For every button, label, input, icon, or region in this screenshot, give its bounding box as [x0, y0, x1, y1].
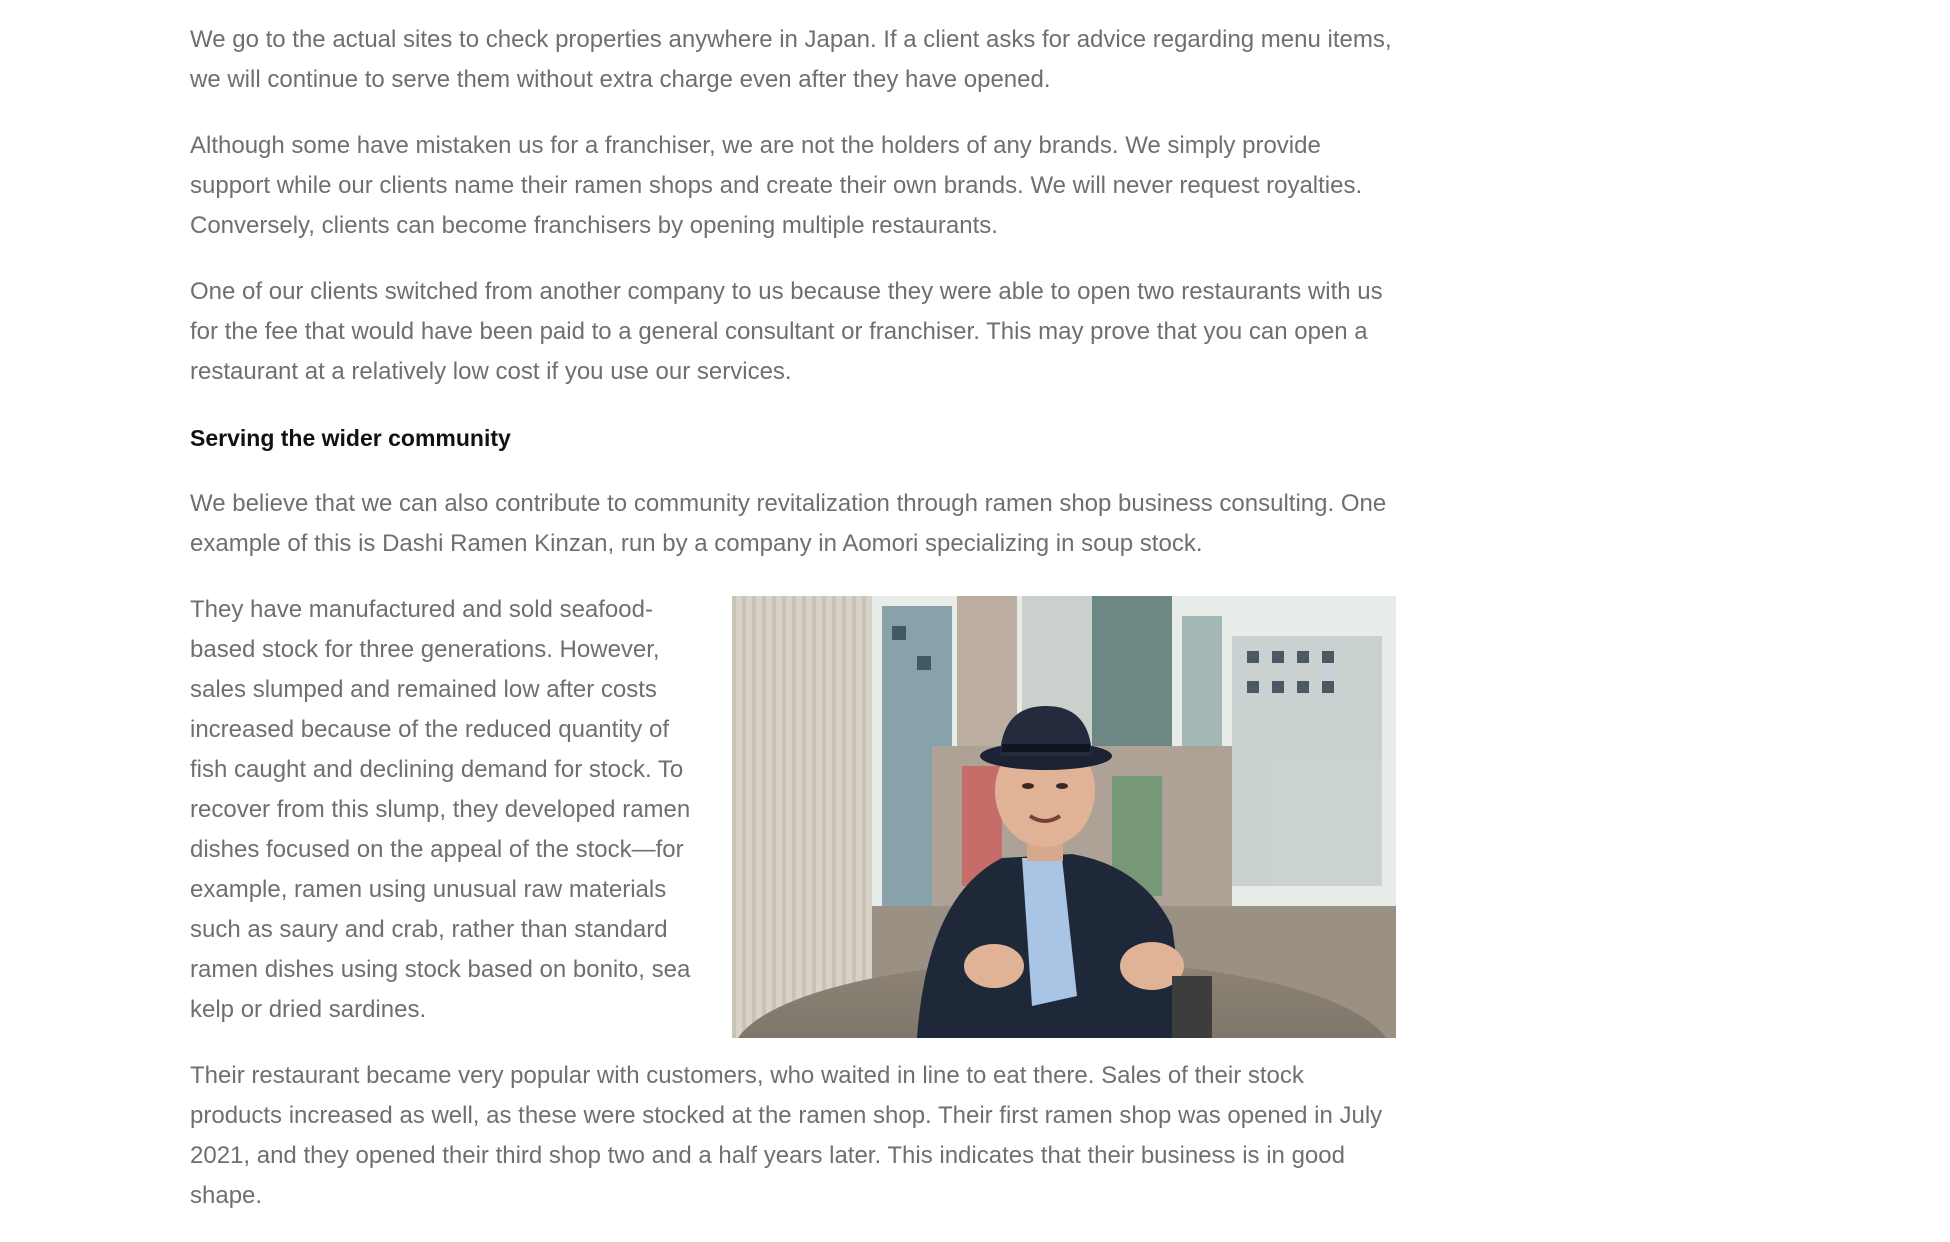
paragraph-site-visits: We go to the actual sites to check properties anywhere in Japan. If a client asks for advice regarding menu items, we will continue to serve them without extra charge even after they have opened. — [190, 26, 1392, 93]
paragraph-restaurant-popular: Their restaurant became very popular with customers, who waited in line to eat there. Sales of their stock products increased as well, as these were stocked at the ramen shop. Their first ramen shop was opened in July 2021, and they opened their third shop two and a half years later. This indicates that their business is in good shape. — [190, 1062, 1383, 1209]
paragraph-community-revitalization: We believe that we can also contribute to community revitalization through ramen shop business consulting. One example of this is Dashi Ramen Kinzan, run by a company in Aomori specializing in soup stock. — [190, 490, 1387, 557]
section-heading: Serving the wider community — [190, 425, 511, 451]
interview-photo — [732, 596, 1396, 1038]
paragraph-not-franchiser: Although some have mistaken us for a franchiser, we are not the holders of any brands. We simply provide support while our clients name their ramen shops and create their own brands. We will never request royalties. Conversely, clients can become franchisers by opening multiple restaurants. — [190, 132, 1363, 239]
paragraph-seafood-stock: They have manufactured and sold seafood-based stock for three generations. However, sales slumped and remained low after costs increased because of the reduced quantity of fish caught and declining demand for stock. To recover from this slump, they developed ramen dishes focused on the appeal of the stock—for example, ramen using unusual raw materials such as saury and crab, rather than standard ramen dishes using stock based on bonito, sea kelp or dried sardines. — [190, 596, 691, 1023]
article-body — [190, 20, 1396, 1242]
paragraph-client-switched: One of our clients switched from another company to us because they were able to open two restaurants with us for the fee that would have been paid to a general consultant or franchiser. This may prove that you can open a restaurant at a relatively low cost if you use our services. — [190, 278, 1383, 385]
